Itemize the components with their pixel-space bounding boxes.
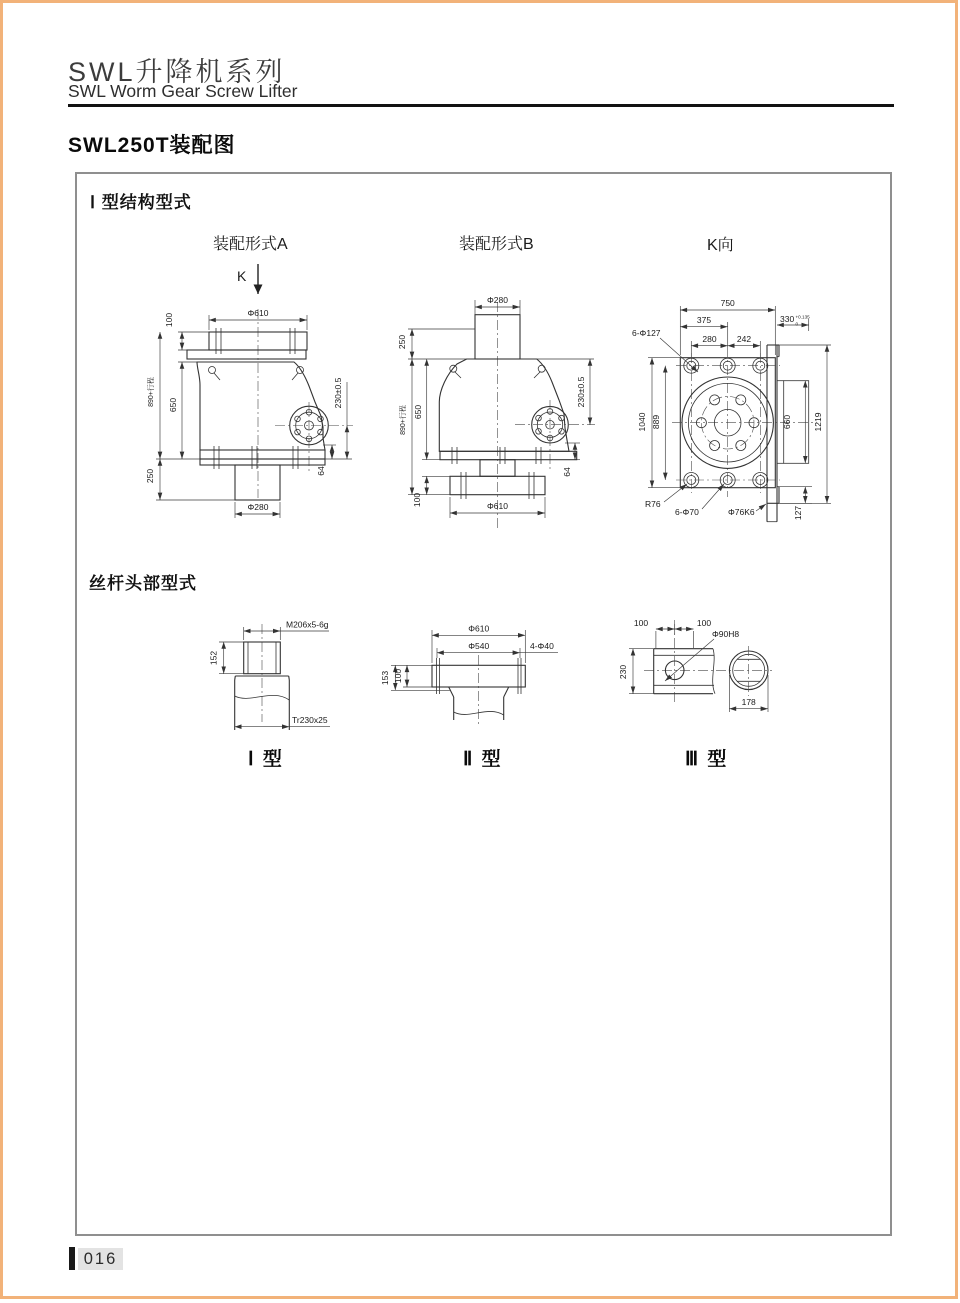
view-b-dimensions	[397, 295, 594, 518]
dim-a-bottom-dia: Φ280	[247, 502, 269, 512]
series-title: SWL升降机系列	[68, 57, 286, 87]
page-number: 016	[78, 1248, 123, 1270]
dim-k-280: 280	[702, 334, 717, 344]
view-a-k-arrow	[237, 264, 258, 294]
dim-k-375: 375	[696, 315, 712, 325]
dim-h2-153: 153	[380, 670, 390, 686]
dim-b-top-dia: Φ280	[487, 295, 508, 305]
head-2-dimensions	[380, 624, 558, 691]
view-a-linework	[187, 309, 353, 500]
dim-b-offset64: 64	[562, 467, 572, 477]
dim-k-889: 889	[651, 414, 661, 430]
dim-a-top-dia: Φ610	[247, 308, 269, 318]
dim-k-1219: 1219	[813, 412, 823, 432]
dim-k-shaft-dia: Φ76K6	[728, 507, 755, 517]
header-rule	[68, 104, 894, 107]
view-b-title: 装配形式B	[459, 236, 534, 253]
view-a-dimensions	[145, 308, 352, 518]
view-b-drawing	[395, 278, 630, 543]
dim-b-flange-h: 100	[412, 492, 422, 508]
dim-k-750: 750	[720, 298, 735, 308]
dim-k-corner-holes: 6-Φ127	[632, 328, 661, 338]
view-a-drawing	[137, 252, 397, 542]
head-type-1-drawing	[202, 610, 367, 750]
view-k-linework	[672, 345, 817, 522]
view-a-title: 装配形式A	[213, 236, 288, 253]
dim-b-total-h: 890+行程	[400, 405, 407, 435]
view-b-linework	[439, 302, 595, 528]
dim-a-center-tol: 230±0.5	[333, 377, 343, 409]
dim-h3-hole-dia: Φ90H8	[712, 629, 740, 639]
drawing-panel	[75, 172, 892, 1236]
dim-h3-178: 178	[741, 697, 756, 707]
dim-h2-100: 100	[393, 668, 403, 684]
head-3-linework	[644, 620, 772, 702]
dim-b-top-h: 250	[397, 334, 407, 350]
head-3-dimensions	[618, 618, 768, 712]
head-1-linework	[235, 624, 290, 730]
dim-k-330: 330	[780, 314, 795, 324]
head-type-2-label: Ⅱ 型	[463, 749, 503, 770]
head-type-3-label: Ⅲ 型	[685, 749, 729, 770]
dim-k-bottom-holes: 6-Φ70	[675, 507, 699, 517]
dim-h3-230: 230	[618, 664, 628, 680]
dim-h1-thread: M206x5-6g	[286, 619, 329, 630]
dim-h3-100-right: 100	[696, 618, 712, 628]
dim-b-bottom-dia: Φ610	[487, 501, 508, 511]
dim-h2-dia-outer: Φ610	[468, 623, 490, 634]
dim-a-base-h: 250	[145, 468, 155, 484]
page-number-bar	[69, 1247, 75, 1270]
dim-k-330-sup: +0.135	[795, 314, 810, 320]
dim-k-1040: 1040	[637, 412, 647, 432]
dim-k-660: 660	[782, 414, 792, 430]
dim-k-r76: R76	[645, 499, 661, 509]
dim-b-body-h: 650	[413, 404, 423, 420]
dim-a-offset64: 64	[316, 466, 326, 476]
head-type-3-drawing	[612, 602, 797, 727]
k-direction-label: K	[237, 268, 247, 284]
head-type-2-drawing	[380, 610, 595, 735]
view-k-drawing	[632, 285, 897, 547]
head-type-1-label: Ⅰ 型	[248, 749, 284, 770]
dim-h1-screw: Tr230x25	[292, 715, 328, 725]
dim-h1-152: 152	[208, 650, 219, 666]
page-title: SWL250T装配图	[68, 134, 236, 157]
dim-h2-holes: 4-Φ40	[530, 641, 554, 651]
dim-h3-100-left: 100	[633, 618, 649, 628]
dim-b-center-tol: 230±0.5	[576, 376, 586, 408]
dim-k-127: 127	[793, 505, 803, 521]
dim-a-body-h: 650	[168, 397, 178, 413]
view-k-title: K向	[707, 237, 734, 254]
series-subtitle: SWL Worm Gear Screw Lifter	[68, 81, 298, 101]
structure-type-label: Ⅰ 型结构型式	[90, 193, 192, 212]
head-1-dimensions	[209, 620, 331, 727]
dim-a-flange-h: 100	[164, 312, 174, 328]
dim-a-total-h: 890+行程	[148, 377, 155, 407]
dim-k-330-sub: 0	[795, 321, 799, 327]
screw-head-label: 丝杆头部型式	[89, 574, 197, 593]
dim-k-242: 242	[736, 334, 752, 344]
dim-h2-dia-bolt: Φ540	[468, 641, 490, 651]
